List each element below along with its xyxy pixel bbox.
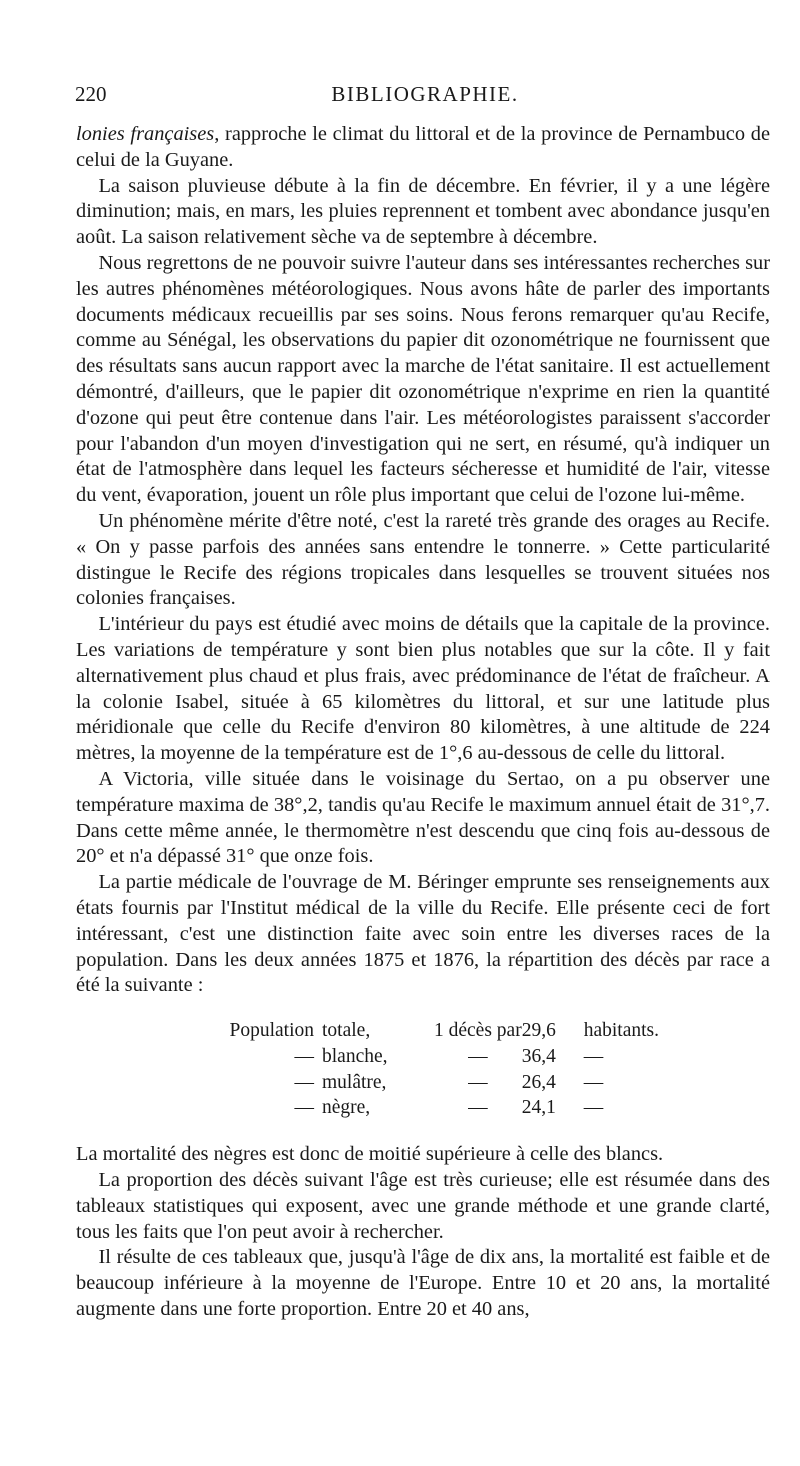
ratio-value: 26,4 (521, 1071, 556, 1093)
unit: — (583, 1071, 604, 1093)
ratio-value: 36,4 (521, 1045, 556, 1067)
separator: 1 décès par (434, 1020, 522, 1042)
paragraph: L'intérieur du pays est étudié avec moins de détails que la capitale de la province. Les variations de température y sont bien plus notables que sur la côte. Il y fait alternativement plus chaud et plus frais, avec prédominance de l'état de fraîcheur. A la colonie Isabel, située à 65 kilomètres du littoral, et sur une latitude plus méridionale que celle du Recife d'environ 80 kilomètres, à une altitude de 224 mètres, la moyenne de la température est de 1°,6 au-dessous de celle du littoral. (76, 613, 770, 765)
paragraph: Nous regrettons de ne pouvoir suivre l'auteur dans ses intéressantes recherches sur les autres phénomènes météorologiques. Nous avons hâte de parler des importants documents médicaux recueillis par ses soins. Nous ferons remarquer qu'au Recife, comme au Sénégal, les observations du papier dit ozonométrique ne fournissent que des résultats sans aucun rapport avec la marche de l'état sanitaire. Il est actuellement démontré, d'ailleurs, que le papier dit ozonométrique n'exprime en rien la quantité d'ozone qui peut être contenue dans l'air. Les météorologistes paraissent s'accorder pour l'abandon d'un moyen d'investigation qui ne sert, en résumé, qu'à indiquer un état de l'atmosphère dans lequel les facteurs sécheresse et humidité de l'air, vitesse du vent, évaporation, jouent un rôle plus important que celui de l'ozone lui-même. (76, 251, 770, 507)
ratio-value: 24,1 (521, 1097, 556, 1119)
unit: habitants. (583, 1020, 659, 1042)
paragraph: La mortalité des nègres est donc de moitié supérieure à celle des blancs. (76, 1143, 664, 1166)
separator: — (468, 1071, 488, 1093)
paragraph: La proportion des décès suivant l'âge est très curieuse; elle est résumée dans des tableaux statistiques qui exposent, avec une grande méthode et une grande clarté, tous les faits que l'on peut avoir à rechercher. (76, 1169, 770, 1243)
article-body (76, 122, 770, 1323)
race-category: mulâtre, (322, 1071, 387, 1093)
mortality-by-race-table (216, 1018, 659, 1121)
unit: — (583, 1045, 604, 1067)
row-label: Population (229, 1020, 314, 1042)
separator: — (468, 1097, 488, 1119)
paragraph: A Victoria, ville située dans le voisinage du Sertao, on a pu observer une température maxima de 38°,2, tandis qu'au Recife le maximum annuel était de 31°,7. Dans cette même année, le thermomètre n'est descendu que cinq fois au-dessous de 20° et n'a dépassé 31° que onze fois. (76, 767, 770, 868)
paragraph: lonies françaises, rapproche le climat du littoral et de la province de Pernambuco de celui de la Guyane. (76, 123, 770, 171)
page-header (75, 82, 775, 112)
row-label: — (294, 1045, 314, 1067)
paragraph: Il résulte de ces tableaux que, jusqu'à l'âge de dix ans, la mortalité est faible et de beaucoup inférieure à la moyenne de l'Europe. Entre 10 et 20 ans, la mortalité augmente dans une forte proportion. Entre 20 et 40 ans, (76, 1246, 770, 1321)
table-row (216, 1044, 659, 1070)
race-category: nègre, (322, 1097, 371, 1119)
ratio-value: 29,6 (521, 1020, 556, 1042)
running-head: BIBLIOGRAPHIE. (331, 82, 519, 106)
page-number: 220 (75, 82, 107, 106)
race-category: blanche, (322, 1045, 388, 1067)
row-label: — (294, 1071, 314, 1093)
table-row (216, 1018, 659, 1044)
unit: — (583, 1097, 604, 1119)
table-row (216, 1095, 659, 1121)
table-row (216, 1070, 659, 1096)
paragraph: La partie médicale de l'ouvrage de M. Béringer emprunte ses renseignements aux états fournis par l'Institut médical de la ville du Recife. Elle présente ceci de fort intéressant, c'est une distinction faite avec soin entre les diverses races de la population. Dans les deux années 1875 et 1876, la répartition des décès par race a été la suivante : (76, 871, 770, 997)
paragraph: Un phénomène mérite d'être noté, c'est la rareté très grande des orages au Recife. « On y passe parfois des années sans entendre le tonnerre. » Cette particularité distingue le Recife des régions tropicales dans lesquelles se trouvent situées nos colonies françaises. (76, 509, 770, 610)
italic-phrase: lonies françaises (76, 123, 215, 145)
paragraph: La saison pluvieuse débute à la fin de décembre. En février, il y a une légère diminution; mais, en mars, les pluies reprennent et tombent avec abondance jusqu'en août. La saison relativement sèche va de septembre à décembre. (76, 174, 770, 249)
race-category: totale, (322, 1020, 371, 1042)
row-label: — (294, 1097, 314, 1119)
separator: — (468, 1045, 488, 1067)
